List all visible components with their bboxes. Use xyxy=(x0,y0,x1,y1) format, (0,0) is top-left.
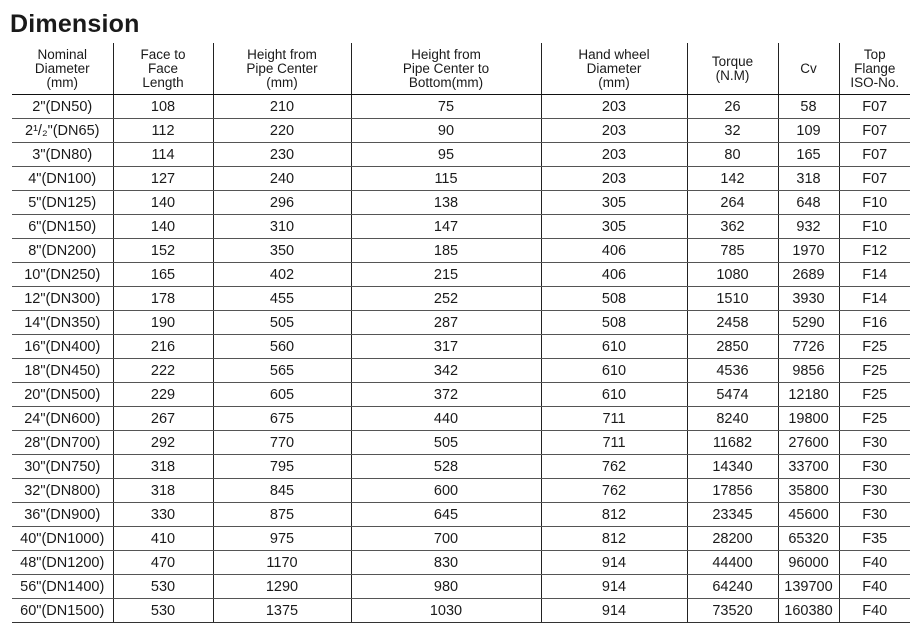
table-cell: 222 xyxy=(113,359,213,383)
table-cell: 505 xyxy=(213,311,351,335)
table-cell: 23345 xyxy=(687,503,778,527)
table-cell: F07 xyxy=(839,167,910,191)
table-cell: 645 xyxy=(351,503,541,527)
table-cell: F10 xyxy=(839,191,910,215)
table-cell: 508 xyxy=(541,287,687,311)
table-cell: F07 xyxy=(839,143,910,167)
table-cell: 14"(DN350) xyxy=(12,311,113,335)
table-cell: 267 xyxy=(113,407,213,431)
table-cell: F07 xyxy=(839,119,910,143)
table-cell: 96000 xyxy=(778,551,839,575)
table-row xyxy=(12,599,910,623)
table-cell: 318 xyxy=(113,479,213,503)
table-cell: 914 xyxy=(541,575,687,599)
table-cell: 27600 xyxy=(778,431,839,455)
table-cell: 318 xyxy=(113,455,213,479)
table-cell: 406 xyxy=(541,239,687,263)
table-row xyxy=(12,287,910,311)
table-cell: 455 xyxy=(213,287,351,311)
table-cell: F40 xyxy=(839,551,910,575)
table-cell: 138 xyxy=(351,191,541,215)
table-row xyxy=(12,407,910,431)
column-header-line: ISO-No. xyxy=(850,74,900,90)
table-row xyxy=(12,143,910,167)
table-cell: F40 xyxy=(839,599,910,623)
table-row xyxy=(12,479,910,503)
table-cell: 292 xyxy=(113,431,213,455)
table-row xyxy=(12,191,910,215)
table-cell: 20"(DN500) xyxy=(12,383,113,407)
table-cell: 845 xyxy=(213,479,351,503)
table-cell: 565 xyxy=(213,359,351,383)
table-cell: 648 xyxy=(778,191,839,215)
table-cell: 16"(DN400) xyxy=(12,335,113,359)
table-cell: 1030 xyxy=(351,599,541,623)
header-row xyxy=(12,43,910,95)
table-cell: 1510 xyxy=(687,287,778,311)
table-cell: 112 xyxy=(113,119,213,143)
table-cell: 600 xyxy=(351,479,541,503)
table-cell: 5474 xyxy=(687,383,778,407)
table-cell: 229 xyxy=(113,383,213,407)
table-cell: 44400 xyxy=(687,551,778,575)
column-header xyxy=(778,43,839,95)
table-cell: 8"(DN200) xyxy=(12,239,113,263)
table-cell: 1080 xyxy=(687,263,778,287)
table-cell: 32"(DN800) xyxy=(12,479,113,503)
table-cell: 530 xyxy=(113,599,213,623)
table-row xyxy=(12,551,910,575)
table-cell: 10"(DN250) xyxy=(12,263,113,287)
table-cell: 875 xyxy=(213,503,351,527)
table-cell: 230 xyxy=(213,143,351,167)
page-title: Dimension xyxy=(10,10,140,38)
column-header xyxy=(687,43,778,95)
table-cell: F30 xyxy=(839,455,910,479)
table-cell: 610 xyxy=(541,383,687,407)
column-header-line: Cv xyxy=(800,60,817,76)
table-cell: 115 xyxy=(351,167,541,191)
table-cell: 11682 xyxy=(687,431,778,455)
table-cell: 14340 xyxy=(687,455,778,479)
table-cell: F16 xyxy=(839,311,910,335)
table-cell: F25 xyxy=(839,335,910,359)
table-cell: 203 xyxy=(541,143,687,167)
table-row xyxy=(12,95,910,119)
table-cell: 1375 xyxy=(213,599,351,623)
table-cell: 3930 xyxy=(778,287,839,311)
table-cell: 35800 xyxy=(778,479,839,503)
table-cell: 252 xyxy=(351,287,541,311)
table-cell: 675 xyxy=(213,407,351,431)
table-cell: 812 xyxy=(541,527,687,551)
column-header-line: Pipe Center to xyxy=(402,60,490,76)
table-cell: 165 xyxy=(778,143,839,167)
column-header-line: Height from xyxy=(411,46,481,62)
table-cell: 80 xyxy=(687,143,778,167)
table-cell: F30 xyxy=(839,431,910,455)
table-cell: 7726 xyxy=(778,335,839,359)
table-cell: 812 xyxy=(541,503,687,527)
table-cell: 317 xyxy=(351,335,541,359)
table-cell: 24"(DN600) xyxy=(12,407,113,431)
table-cell: 73520 xyxy=(687,599,778,623)
table-cell: 296 xyxy=(213,191,351,215)
column-header-line: (mm) xyxy=(266,74,298,90)
table-cell: 12180 xyxy=(778,383,839,407)
table-row xyxy=(12,575,910,599)
table-cell: 18"(DN450) xyxy=(12,359,113,383)
table-cell: 372 xyxy=(351,383,541,407)
table-cell: 95 xyxy=(351,143,541,167)
table-row xyxy=(12,359,910,383)
table-cell: 762 xyxy=(541,479,687,503)
table-cell: 406 xyxy=(541,263,687,287)
table-cell: 785 xyxy=(687,239,778,263)
table-cell: 1170 xyxy=(213,551,351,575)
table-cell: 147 xyxy=(351,215,541,239)
table-cell: 711 xyxy=(541,407,687,431)
column-header-line: Torque xyxy=(711,53,754,69)
dimension-table xyxy=(12,43,910,623)
table-cell: 17856 xyxy=(687,479,778,503)
table-cell: 140 xyxy=(113,191,213,215)
table-cell: 142 xyxy=(687,167,778,191)
table-cell: 58 xyxy=(778,95,839,119)
table-cell: 4536 xyxy=(687,359,778,383)
table-cell: F14 xyxy=(839,263,910,287)
table-cell: 64240 xyxy=(687,575,778,599)
table-cell: 2¹/₂"(DN65) xyxy=(12,119,113,143)
table-cell: 830 xyxy=(351,551,541,575)
table-cell: 203 xyxy=(541,95,687,119)
table-cell: 610 xyxy=(541,359,687,383)
table-cell: 402 xyxy=(213,263,351,287)
table-cell: 33700 xyxy=(778,455,839,479)
table-cell: 90 xyxy=(351,119,541,143)
table-cell: 3"(DN80) xyxy=(12,143,113,167)
table-row xyxy=(12,335,910,359)
table-cell: 362 xyxy=(687,215,778,239)
table-cell: 508 xyxy=(541,311,687,335)
table-row xyxy=(12,239,910,263)
table-cell: F07 xyxy=(839,95,910,119)
table-cell: 32 xyxy=(687,119,778,143)
table-cell: F25 xyxy=(839,383,910,407)
table-cell: 215 xyxy=(351,263,541,287)
table-cell: F40 xyxy=(839,575,910,599)
table-cell: 342 xyxy=(351,359,541,383)
table-row xyxy=(12,431,910,455)
table-cell: 9856 xyxy=(778,359,839,383)
table-cell: 5290 xyxy=(778,311,839,335)
column-header-line: Pipe Center xyxy=(246,60,318,76)
table-cell: 48"(DN1200) xyxy=(12,551,113,575)
table-cell: 12"(DN300) xyxy=(12,287,113,311)
table-row xyxy=(12,167,910,191)
table-cell: 152 xyxy=(113,239,213,263)
table-cell: 2689 xyxy=(778,263,839,287)
table-cell: 127 xyxy=(113,167,213,191)
table-cell: 139700 xyxy=(778,575,839,599)
column-header-line: Length xyxy=(142,74,184,90)
table-cell: 114 xyxy=(113,143,213,167)
table-cell: 711 xyxy=(541,431,687,455)
column-header xyxy=(12,43,113,95)
column-header-line: (mm) xyxy=(46,74,78,90)
table-cell: 26 xyxy=(687,95,778,119)
column-header xyxy=(541,43,687,95)
table-cell: 560 xyxy=(213,335,351,359)
column-header-line: Nominal xyxy=(37,46,88,62)
column-header xyxy=(839,43,910,95)
table-cell: 770 xyxy=(213,431,351,455)
table-cell: 28"(DN700) xyxy=(12,431,113,455)
table-cell: 410 xyxy=(113,527,213,551)
table-cell: 330 xyxy=(113,503,213,527)
table-cell: 216 xyxy=(113,335,213,359)
table-cell: 109 xyxy=(778,119,839,143)
table-cell: 605 xyxy=(213,383,351,407)
table-cell: 203 xyxy=(541,167,687,191)
table-cell: 1970 xyxy=(778,239,839,263)
column-header-line: Diameter xyxy=(586,60,642,76)
table-cell: 2458 xyxy=(687,311,778,335)
table-cell: 56"(DN1400) xyxy=(12,575,113,599)
table-cell: 528 xyxy=(351,455,541,479)
table-row xyxy=(12,263,910,287)
column-header-line: (mm) xyxy=(598,74,630,90)
column-header-line: (N.M) xyxy=(715,67,750,83)
column-header xyxy=(213,43,351,95)
table-cell: 505 xyxy=(351,431,541,455)
table-cell: 36"(DN900) xyxy=(12,503,113,527)
column-header xyxy=(351,43,541,95)
table-cell: F35 xyxy=(839,527,910,551)
table-cell: 60"(DN1500) xyxy=(12,599,113,623)
column-header-line: Face xyxy=(147,60,178,76)
table-cell: 310 xyxy=(213,215,351,239)
table-cell: F25 xyxy=(839,359,910,383)
table-cell: 305 xyxy=(541,191,687,215)
table-cell: 220 xyxy=(213,119,351,143)
table-cell: 28200 xyxy=(687,527,778,551)
table-cell: 30"(DN750) xyxy=(12,455,113,479)
table-cell: 470 xyxy=(113,551,213,575)
table-body xyxy=(12,95,910,623)
table-row xyxy=(12,383,910,407)
table-cell: 4"(DN100) xyxy=(12,167,113,191)
table-cell: 160380 xyxy=(778,599,839,623)
column-header xyxy=(113,43,213,95)
table-cell: 5"(DN125) xyxy=(12,191,113,215)
table-cell: 440 xyxy=(351,407,541,431)
table-cell: F10 xyxy=(839,215,910,239)
table-cell: 264 xyxy=(687,191,778,215)
column-header-line: Height from xyxy=(247,46,317,62)
table-cell: F25 xyxy=(839,407,910,431)
table-cell: 6"(DN150) xyxy=(12,215,113,239)
table-row xyxy=(12,503,910,527)
table-row xyxy=(12,527,910,551)
column-header-line: Flange xyxy=(854,60,896,76)
table-cell: 40"(DN1000) xyxy=(12,527,113,551)
table-cell: 305 xyxy=(541,215,687,239)
table-cell: 178 xyxy=(113,287,213,311)
table-cell: 140 xyxy=(113,215,213,239)
column-header-line: Diameter xyxy=(34,60,90,76)
table-cell: 350 xyxy=(213,239,351,263)
table-cell: 2850 xyxy=(687,335,778,359)
table-cell: 762 xyxy=(541,455,687,479)
table-cell: F30 xyxy=(839,503,910,527)
table-cell: 914 xyxy=(541,599,687,623)
table-cell: 165 xyxy=(113,263,213,287)
table-cell: 795 xyxy=(213,455,351,479)
table-cell: 700 xyxy=(351,527,541,551)
table-cell: 190 xyxy=(113,311,213,335)
table-cell: 610 xyxy=(541,335,687,359)
table-cell: F14 xyxy=(839,287,910,311)
table-cell: 530 xyxy=(113,575,213,599)
table-cell: 8240 xyxy=(687,407,778,431)
table-row xyxy=(12,455,910,479)
table-cell: 108 xyxy=(113,95,213,119)
table-cell: 932 xyxy=(778,215,839,239)
table-cell: 203 xyxy=(541,119,687,143)
table-cell: 914 xyxy=(541,551,687,575)
column-header-line: Top xyxy=(863,46,886,62)
table-cell: 1290 xyxy=(213,575,351,599)
table-cell: 287 xyxy=(351,311,541,335)
table-cell: 210 xyxy=(213,95,351,119)
column-header-line: Face to xyxy=(140,46,186,62)
table-cell: 318 xyxy=(778,167,839,191)
table-row xyxy=(12,311,910,335)
table-cell: 19800 xyxy=(778,407,839,431)
table-cell: 75 xyxy=(351,95,541,119)
table-cell: 45600 xyxy=(778,503,839,527)
column-header-line: Bottom(mm) xyxy=(408,74,484,90)
table-cell: F30 xyxy=(839,479,910,503)
table-cell: 240 xyxy=(213,167,351,191)
table-cell: 2"(DN50) xyxy=(12,95,113,119)
column-header-line: Hand wheel xyxy=(578,46,650,62)
table-cell: 185 xyxy=(351,239,541,263)
table-row xyxy=(12,215,910,239)
table-cell: 65320 xyxy=(778,527,839,551)
table-row xyxy=(12,119,910,143)
table-cell: 975 xyxy=(213,527,351,551)
table-cell: F12 xyxy=(839,239,910,263)
table-cell: 980 xyxy=(351,575,541,599)
